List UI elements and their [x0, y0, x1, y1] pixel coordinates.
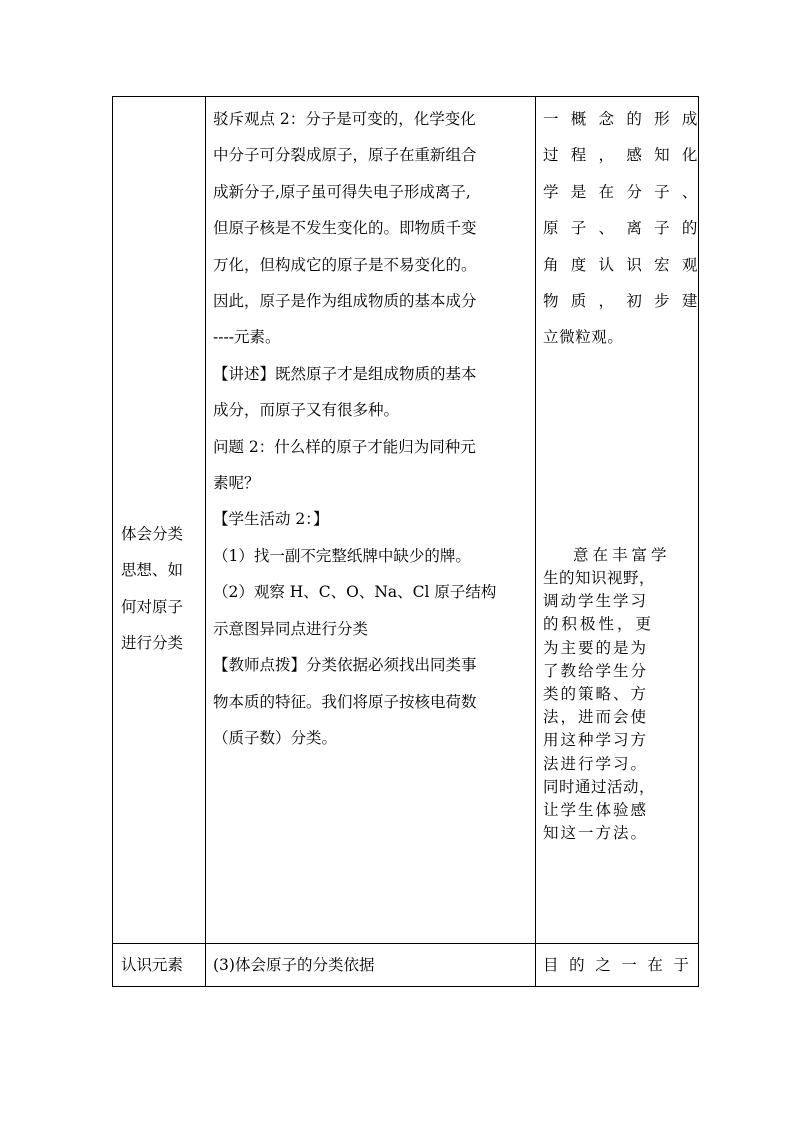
text-line: 法，进而会使: [543, 708, 649, 727]
intent-paragraph: [543, 544, 698, 846]
text-line: 学是在分子、: [543, 182, 698, 201]
teaching-process-cell: (3)体会原子的分类依据: [213, 956, 375, 974]
text-line: 原子、离子的: [543, 219, 698, 238]
lesson-plan-table: [112, 96, 699, 987]
text-line: 调动学生学习: [543, 592, 649, 611]
text-line: 体会分类: [121, 525, 184, 543]
text-line: 成新分子,原子虽可得失电子形成离子,: [213, 182, 471, 201]
text-line: 生的知识视野，: [543, 569, 656, 588]
text-line: 万化，但构成它的原子是不易变化的。: [213, 255, 477, 274]
text-line: 意在丰富学: [573, 545, 671, 564]
text-line: 了教给学生分: [543, 661, 649, 680]
text-line: 【学生活动 2：】: [213, 510, 329, 529]
text-line: 【教师点拨】分类依据必须找出同类事: [213, 656, 477, 675]
text-line: （质子数）分类。: [213, 728, 338, 747]
text-line: 成分，而原子又有很多种。: [213, 401, 400, 420]
text-line: 物质，初步建: [543, 292, 698, 311]
text-line: 类的策略、方: [543, 685, 649, 704]
table-row: [113, 944, 699, 987]
intent-paragraph: [543, 101, 698, 356]
design-intent-cell: 目的之一在于: [543, 956, 691, 974]
text-line: 素呢？: [213, 474, 260, 493]
text-line: 一概念的形成: [543, 110, 698, 128]
text-line: 进行分类: [121, 634, 184, 653]
activity-stage-cell: 认识元素: [121, 956, 184, 974]
text-line: 何对原子: [121, 597, 184, 616]
text-line: 物本质的特征。我们将原子按核电荷数: [213, 692, 477, 711]
teaching-process-cell: [206, 97, 535, 943]
text-line: 角度认识宏观: [543, 255, 698, 274]
text-line: 知这一方法。: [543, 824, 649, 843]
text-line: 让学生体验感: [543, 801, 649, 820]
table-cell: [536, 944, 699, 987]
table-row: [113, 97, 699, 944]
table-cell: [113, 97, 206, 944]
activity-stage-cell: [113, 97, 205, 943]
text-line: 过程，感知化: [543, 146, 698, 165]
table-cell: [206, 97, 536, 944]
text-line: 【讲述】既然原子才是组成物质的基本: [213, 364, 477, 383]
table-cell: [113, 944, 206, 987]
text-line: 但原子核是不发生变化的。即物质千变: [213, 219, 477, 238]
text-line: 驳斥观点 2：分子是可变的，化学变化: [213, 110, 476, 128]
text-line: 同时通过活动，: [543, 777, 656, 796]
text-line: 思想、如: [121, 561, 184, 580]
text-line: （1）找一副不完整纸牌中缺少的牌。: [213, 546, 471, 565]
text-line: 示意图异同点进行分类: [213, 619, 369, 638]
table-cell: [206, 944, 536, 987]
text-line: 中分子可分裂成原子，原子在重新组合: [213, 146, 477, 165]
text-line: （2）观察 H、C、O、Na、Cl 原子结构: [213, 583, 497, 602]
text-line: 因此，原子是作为组成物质的基本成分: [213, 292, 477, 311]
table-cell: [536, 97, 699, 944]
text-line: 为主要的是为: [543, 638, 649, 657]
design-intent-cell: [536, 97, 698, 943]
text-line: 问题 2：什么样的原子才能归为同种元: [213, 437, 476, 456]
text-line: 的积极性，更: [543, 615, 655, 634]
text-line: 法进行学习。: [543, 754, 649, 773]
text-line: 用这种学习方: [543, 731, 649, 750]
text-line: ----元素。: [213, 328, 281, 347]
text-line: 立微粒观。: [543, 328, 624, 347]
